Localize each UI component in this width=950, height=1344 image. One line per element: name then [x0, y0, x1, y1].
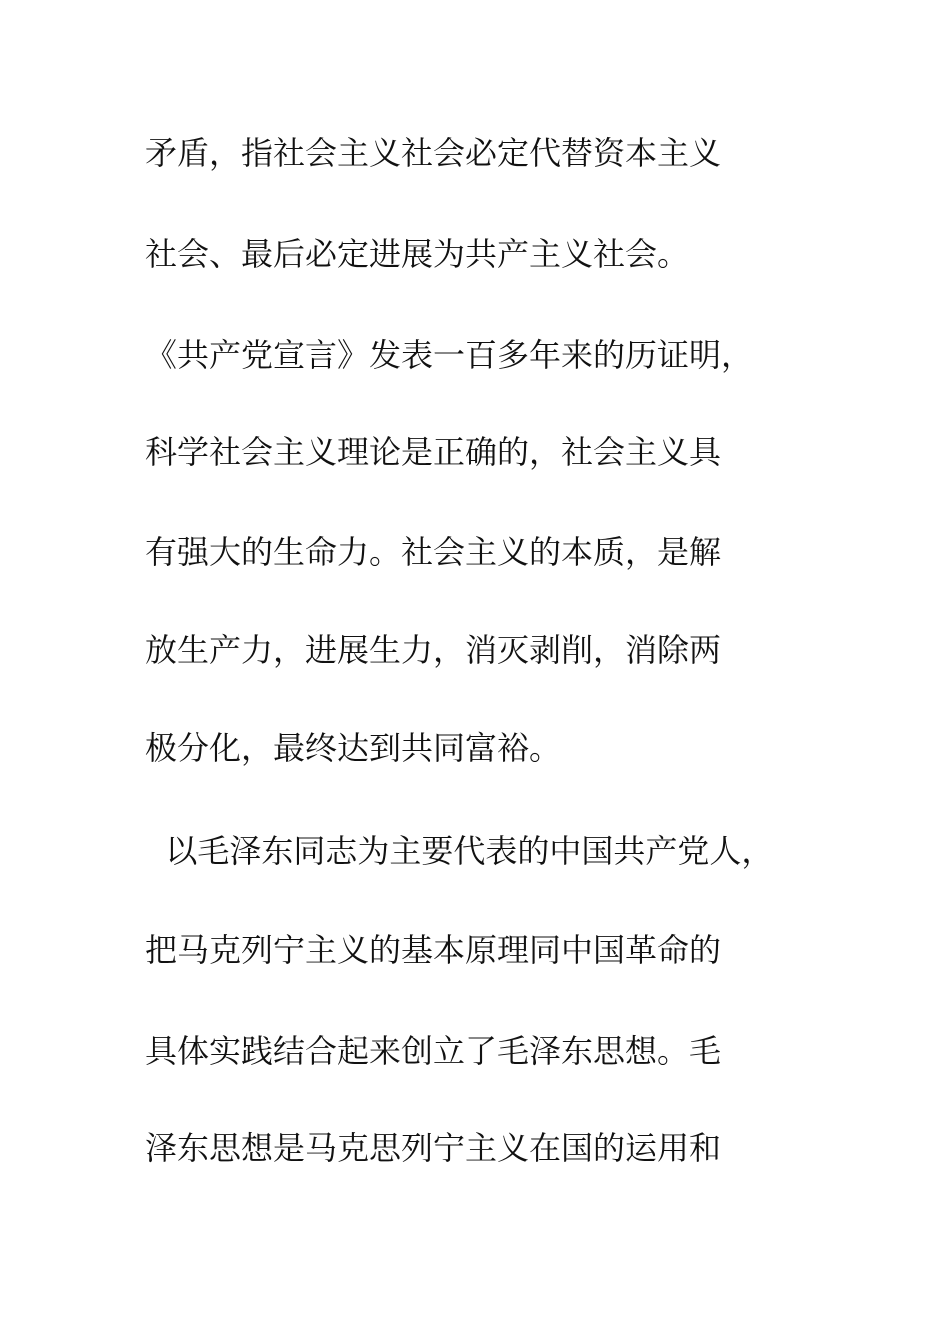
text-line-3: 《共产党宣言》发表一百多年来的历证明， — [145, 336, 754, 374]
text-line-6: 放生产力，进展生力，消灭剥削，消除两 — [145, 631, 722, 669]
text-line-5: 有强大的生命力。社会主义的本质，是解 — [145, 533, 722, 571]
text-line-11: 泽东思想是马克思列宁主义在国的运用和 — [145, 1129, 722, 1167]
text-line-8: 以毛泽东同志为主要代表的中国共产党人， — [145, 832, 774, 870]
text-line-4: 科学社会主义理论是正确的，社会主义具 — [145, 433, 722, 471]
text-line-2: 社会、最后必定进展为共产主义社会。 — [145, 235, 690, 273]
text-line-1: 矛盾，指社会主义社会必定代替资本主义 — [145, 134, 722, 172]
text-line-7: 极分化，最终达到共同富裕。 — [145, 729, 562, 767]
text-line-10: 具体实践结合起来创立了毛泽东思想。毛 — [145, 1032, 722, 1070]
text-line-9: 把马克列宁主义的基本原理同中国革命的 — [145, 931, 722, 969]
